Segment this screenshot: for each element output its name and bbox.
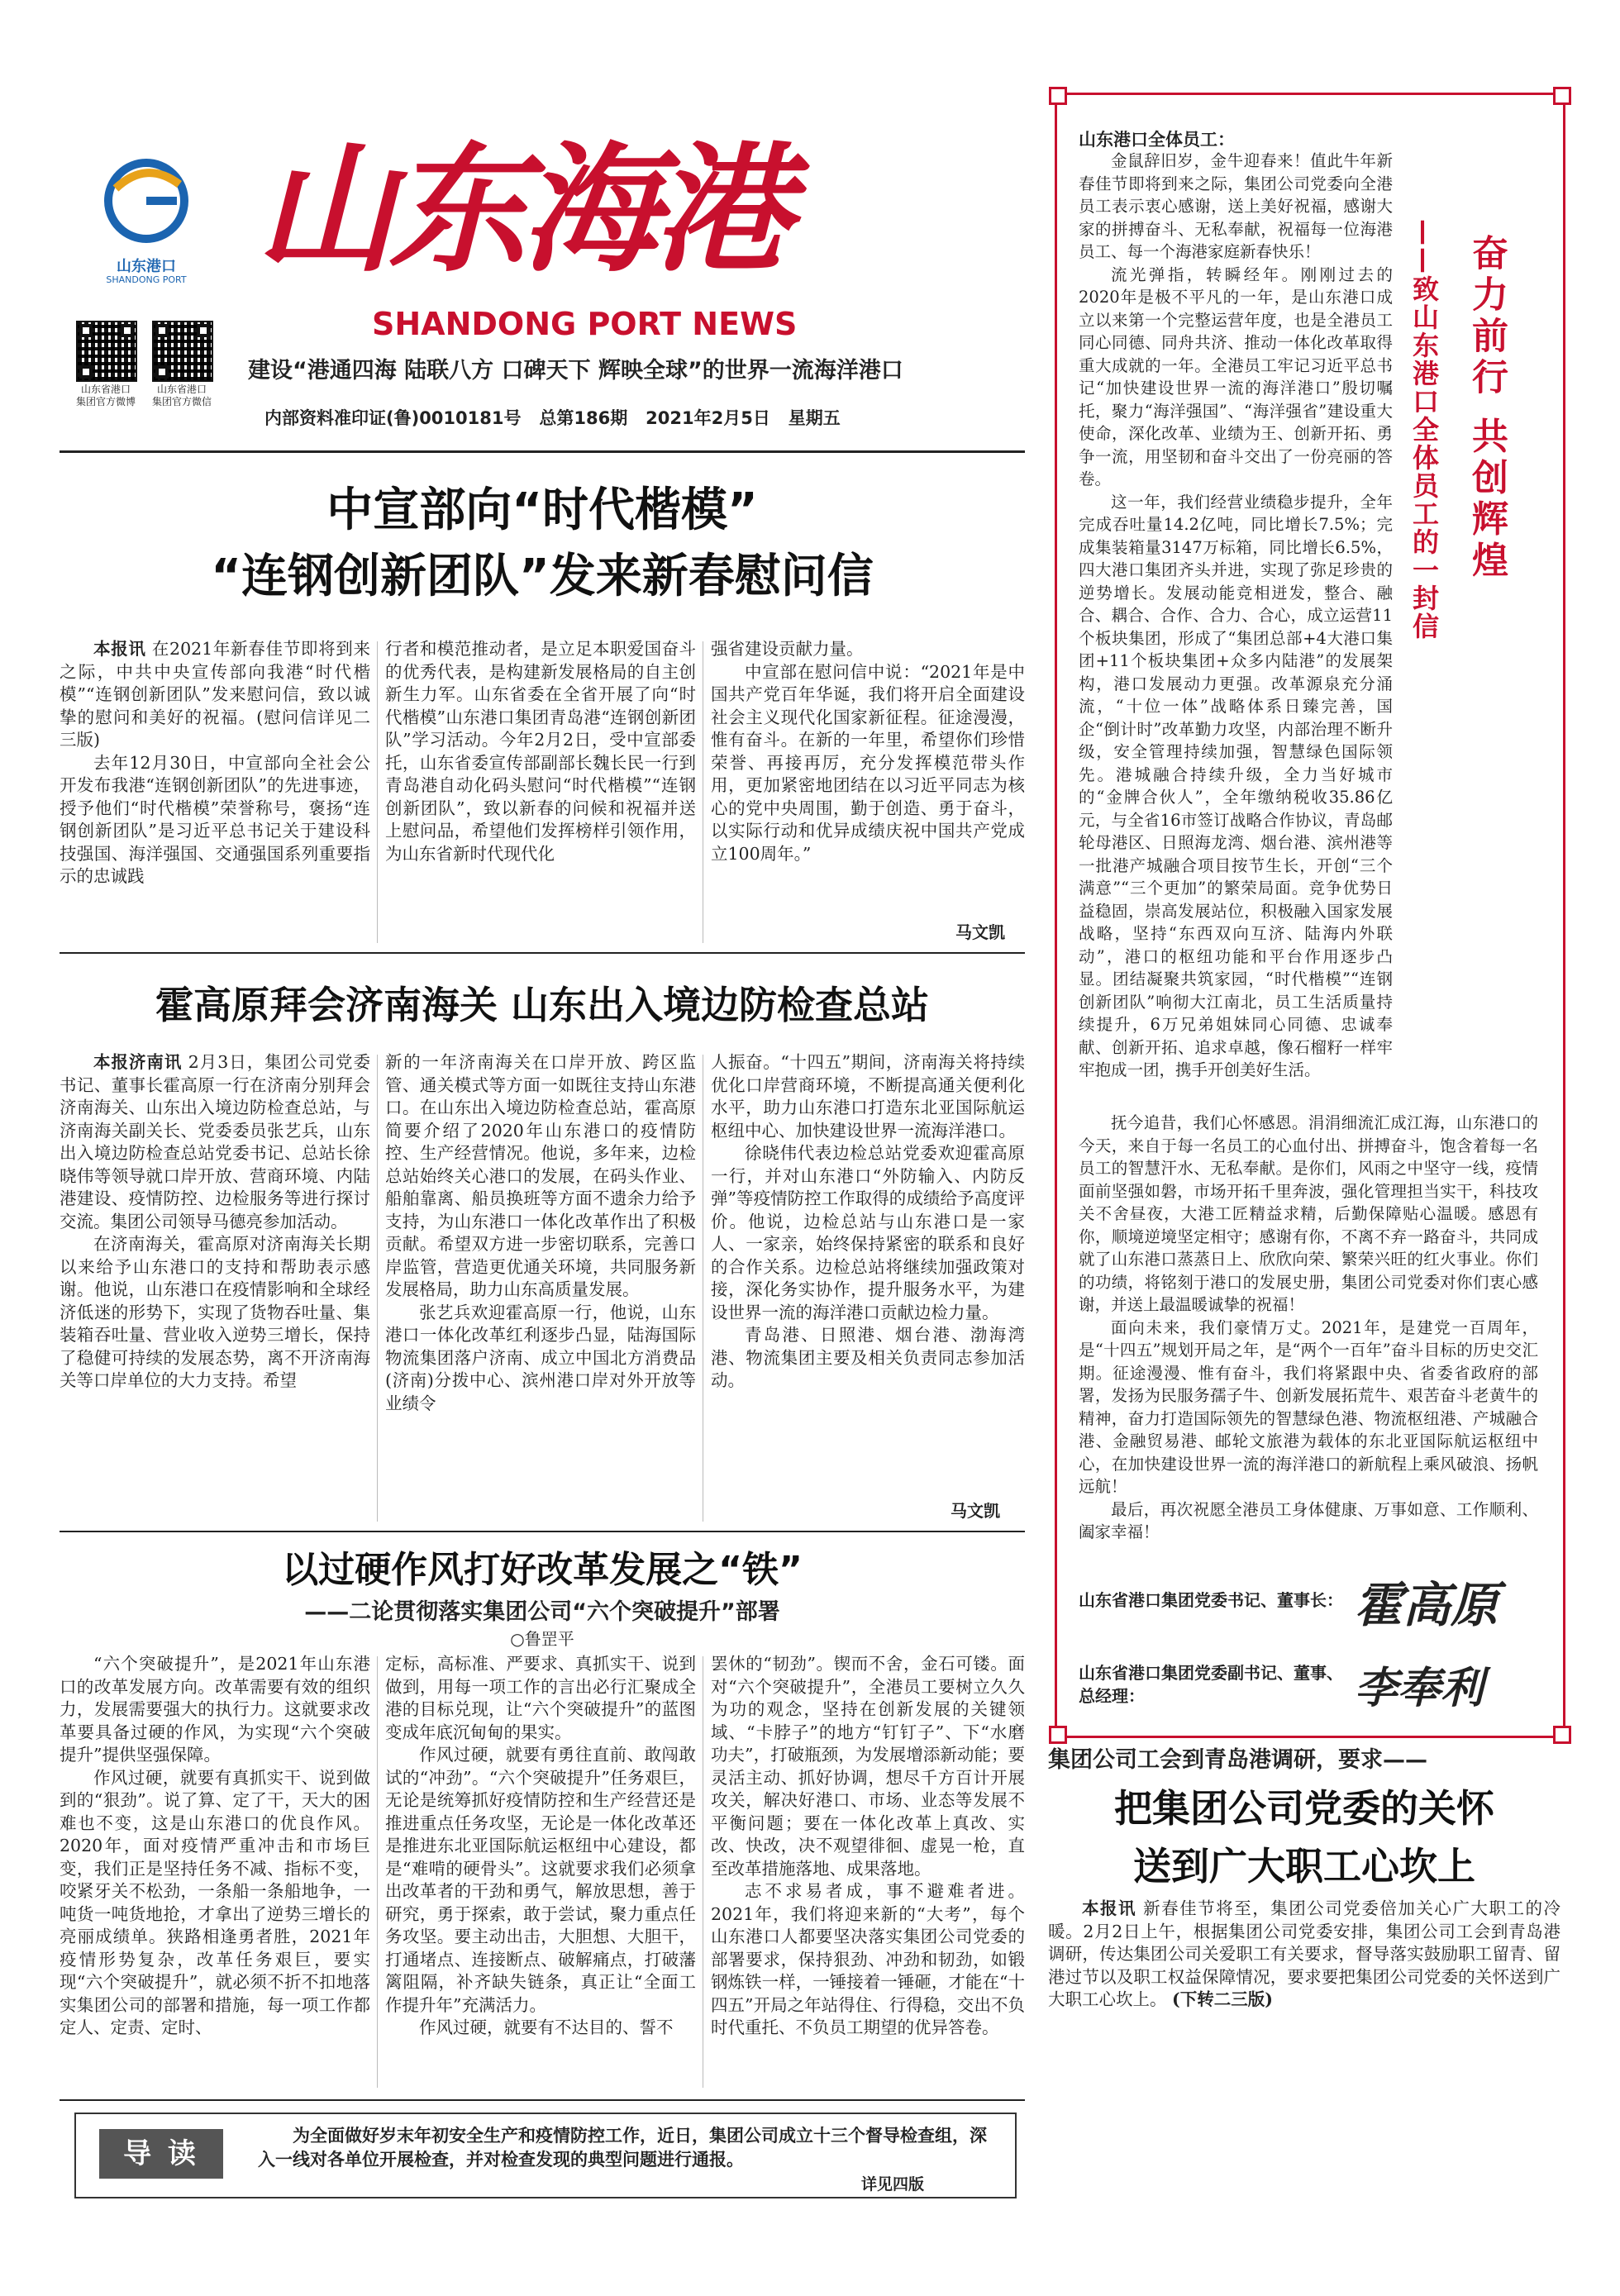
article1-lead: 本报讯 (93, 639, 146, 659)
article1-title-line1: 中宣部向“时代楷模” (326, 483, 758, 537)
article3-col3b-text: 志不求易者成，事不避难者进。2021年，我们将迎来新的“大考”，每个山东港口人都要坚决落实集团公司党委的部署要求，保持狠劲、冲劲和韧劲，如锻钢炼铁一样，一锤接着一锤砸，才能在“十四五”开局之年站得住、行得稳，交出不负时代重托、不负员工期望的优异答卷。 (711, 1881, 1025, 2037)
article2-col1 (60, 1051, 370, 1527)
letter-p2: 流光弹指，转瞬经年。刚刚过去的2020年是极不平凡的一年，是山东港口成立以来第一个完整运营年度，也是全港员工同心同德、同舟共济、推动一体化改革取得重大成就的一年。全港员工牢记习近平总书记“加快建设世界一流的海洋港口”殷切嘱托，聚力“海洋强国”、“海洋强省”建设重大使命，深化改革、业绩为王、创新开拓、勇争一流，用坚韧和奋斗交出了一份亮丽的答卷。 (1079, 264, 1393, 488)
guide-ref[interactable]: 详见四版 (860, 2175, 924, 2194)
letter-sign2-signature (1355, 1653, 1484, 1715)
article2-byline: 马文凯 (951, 1501, 1000, 1521)
masthead-slogan: 建设“港通四海 陆联八方 口碑天下 辉映全球”的世界一流海洋港口 (248, 358, 903, 383)
issue-info: 内部资料准印证(鲁)0010181号 总第186期 2021年2月5日 星期五 (264, 408, 841, 428)
article3-col3 (711, 1653, 1025, 2091)
shandong-port-logo (101, 155, 192, 246)
article1-col1b-text: 去年12月30日，中宣部向全社会公开发布我港“连钢创新团队”的先进事迹，授予他们“时代楷模”荣誉称号，褒扬“连钢创新团队”是习近平总书记关于建设科技强国、海洋强国、交通强国系列重要指示的忠诚践 (60, 752, 370, 886)
article1-col3a-text: 强省建设贡献力量。 (711, 639, 864, 659)
letter-p6: 最后，再次祝愿全港员工身体健康、万事如意、工作顺利、阖家幸福！ (1079, 1499, 1538, 1541)
article2-col3b-text: 徐晓伟代表边检总站党委欢迎霍高原一行，并对山东港口“外防输入、内防反弹”等疫情防控工作取得的成绩给予高度评价。他说，边检总站与山东港口是一家人、一家亲，始终保持紧密的联系和良好的合作关系。边检总站将继续加强政策对接，深化务实协作，提升服务水平，为建设世界一流的海洋港口贡献边检力量。 (711, 1143, 1025, 1322)
article2-col2b-text: 张艺兵欢迎霍高原一行，他说，山东港口一体化改革红利逐步凸显，陆海国际物流集团落户济南、成立中国北方消费品(济南)分拨中心、滨州港口岸对外开放等业绩令 (385, 1302, 696, 1413)
article4-lead: 本报讯 (1082, 1898, 1137, 1918)
guide-box[interactable] (74, 2113, 1017, 2198)
weibo-qr-caption: 山东省港口 集团官方微博 (75, 383, 136, 407)
article3-col1-text: “六个突破提升”，是2021年山东港口的改革发展方向。改革需要有效的组织力，发展需要强大的执行力。这就要求改革要具备过硬的作风，为实现“六个突破提升”提供坚强保障。 (60, 1654, 370, 1765)
masthead-title-cn: 山东海港 (256, 127, 785, 291)
logo-caption-en: SHANDONG PORT (106, 274, 187, 285)
article3-col2-text: 定标，高标准、严要求、真抓实干、说到做到，用每一项工作的言出必行汇聚成全港的目标兑现，让“六个突破提升”的蓝图变成年底沉甸甸的果实。 (385, 1654, 696, 1742)
article2-col3c-text: 青岛港、日照港、烟台港、渤海湾港、物流集团主要及相关负责同志参加活动。 (711, 1325, 1025, 1390)
letter-upper-body (1079, 150, 1393, 1110)
article1-col2-text: 行者和模范推动者，是立足本职爱国奋斗的优秀代表，是构建新发展格局的自主创新生力军。山东省委在全省开展了向“时代楷模”山东港口集团青岛港“连钢创新团队”学习活动。今年2月2日，受中宣部委托，山东省委宣传部副部长魏长民一行到青岛港自动化码头慰问“时代楷模”“连钢创新团队”，致以新春的问候和祝福并送上慰问品，希望他们发挥榜样引领作用，为山东省新时代现代化 (385, 639, 696, 864)
article2-col2 (385, 1051, 696, 1527)
article4-text: 新春佳节将至，集团公司党委倍加关心广大职工的冷暖。2月2日上午，根据集团公司党委安排，集团公司工会到青岛港调研，传达集团公司关爱职工有关要求，督导落实鼓励职工留青、留港过节以及职工权益保障情况，要求要把集团公司党委的关怀送到广大职工心坎上。 (1048, 1898, 1560, 2009)
frame-corner-tr (1553, 87, 1571, 105)
article3-col2c-text: 作风过硬，就要有不达目的、誓不 (419, 2017, 674, 2037)
masthead-title-en: SHANDONG PORT NEWS (372, 306, 798, 342)
article4-continued[interactable]: (下转二三版) (1172, 1989, 1273, 2009)
article2-lead: 本报济南讯 (93, 1052, 183, 1072)
article1-col2 (385, 638, 696, 946)
letter-p5: 面向未来，我们豪情万丈。2021年，是建党一百周年，是“十四五”规划开局之年，是“两个一百年”奋斗目标的历史交汇期。征途漫漫、惟有奋斗，我们将紧跟中央、省委省政府的部署，发扬为民服务孺子牛、创新发展拓荒牛、艰苦奋斗老黄牛的精神，奋力打造国际领先的智慧绿色港、物流枢纽港、产城融合港、金融贸易港、邮轮文旅港为载体的东北亚国际航运枢纽中心，在加快建设世界一流的海洋港口的新航程上乘风破浪、扬帆远航！ (1079, 1317, 1538, 1496)
article4-body (1048, 1898, 1560, 2063)
frame-corner-bl (1049, 1726, 1067, 1744)
article2-col-divider1 (377, 1055, 378, 1522)
article3-title: 以过硬作风打好改革发展之“铁” (282, 1549, 803, 1591)
letter-frame (1055, 93, 1565, 1738)
article3-subtitle: ——二论贯彻落实集团公司“六个突破提升”部署 (304, 1599, 780, 1625)
article2-col1-text: 2月3日，集团公司党委书记、董事长霍高原一行在济南分别拜会济南海关、山东出入境边防检查总站，与济南海关副关长、党委委员张艺兵，山东出入境边防检查总站党委书记、总站长徐晓伟等领导就口岸开放、营商环境、内陆港建设、疫情防控、边检服务等进行探讨交流。集团公司领导马德亮参加活动。 (60, 1052, 370, 1231)
article1-col1-text: 在2021年新春佳节即将到来之际，中共中央宣传部向我港“时代楷模”“连钢创新团队”发来慰问信，致以诚挚的慰问和美好的祝福。(慰问信详见二三版) (60, 639, 370, 750)
article2-col1b-text: 在济南海关，霍高原对济南海关长期以来给予山东港口的支持和帮助表示感谢。他说，山东港口在疫情影响和全球经济低迷的形势下，实现了货物吞吐量、集装箱吞吐量、营业收入逆势三增长，保持了稳健可持续的发展态势，离不开济南海关等口岸单位的大力支持。希望 (60, 1234, 370, 1390)
letter-p4: 抚今追昔，我们心怀感恩。涓涓细流汇成江海，山东港口的今天，来自于每一名员工的心血付出、拼搏奋斗，饱含着每一名员工的智慧汗水、无私奉献。是你们，风雨之中坚守一线，疫情面前坚强如磐，市场开拓千里奔波，强化管理担当实干，科技攻关不舍昼夜，大港工匠精益求精，后勤保障贴心温暖。感恩有你，顺境逆境坚定相守；感谢有你，不离不弃一路奋斗，共同成就了山东港口蒸蒸日上、欣欣向荣、繁荣兴旺的红火事业。你们的功绩，将铭刻于港口的发展史册，集团公司党委对你们衷心感谢，并送上最温暖诚挚的祝福！ (1079, 1113, 1538, 1314)
weibo-qr-code[interactable] (76, 321, 137, 382)
article4-title-line2: 送到广大职工心坎上 (1133, 1844, 1475, 1889)
wechat-qr-caption: 山东省港口 集团官方微信 (151, 383, 212, 407)
article3-divider (60, 2099, 1025, 2101)
letter-sign1-label: 山东省港口集团党委书记、董事长： (1079, 1590, 1343, 1610)
masthead-divider (60, 450, 1025, 453)
logo-caption-cn: 山东港口 (117, 258, 176, 275)
letter-sign1-name: 霍高原 (1355, 1577, 1499, 1633)
guide-label: 导 读 (99, 2129, 223, 2179)
article4-title-line1: 把集团公司党委的关怀 (1114, 1786, 1494, 1831)
wechat-qr-code[interactable] (152, 321, 213, 382)
article3-col2b-text: 作风过硬，就要有勇往直前、敢闯敢试的“冲劲”。“六个突破提升”任务艰巨，无论是统筹抓好疫情防控和生产经营还是推进重点任务攻坚，无论是一体化改革还是推进东北亚国际航运枢纽中心建设，都是“难啃的硬骨头”。这就要求我们必须拿出改革者的干劲和勇气，解放思想，善于研究，勇于探索，敢于尝试，聚力重点任务攻坚。要主动出击，大胆想、大胆干，打通堵点、连接断点、破解痛点，打破藩篱阻隔，补齐缺失链条，真正让“全面工作提升年”充满活力。 (385, 1745, 696, 2015)
article4-kicker: 集团公司工会到青岛港调研，要求—— (1048, 1747, 1427, 1773)
article2-title: 霍高原拜会济南海关 山东出入境边防检查总站 (155, 983, 929, 1027)
article2-col3 (711, 1051, 1025, 1498)
letter-p3: 这一年，我们经营业绩稳步提升，全年完成吞吐量14.2亿吨，同比增长7.5%；完成集装箱量3147万标箱，同比增长6.5%，四大港口集团齐头并进，实现了弥足珍贵的逆势增长。发展动能竞相迸发，整合、融合、耦合、合作、合力、合心，成立运营11个板块集团，形成了“集团总部+4大港口集团+11个板块集团+众多内陆港”的发展架构，港口发展动力更强。改革源泉充分涌流，“十位一体”战略体系日臻完善，国企“倒计时”改革勤力攻坚，内部治理不断升级，安全管理持续加强，智慧绿色国际领先。港城融合持续升级，全力当好城市的“金牌合伙人”，全年缴纳税收35.86亿元，与全省16市签订战略合作协议，青岛邮轮母港区、日照海龙湾、烟台港、滨州港等一批港产城融合项目按节生长，开创“三个满意”“三个更加”的繁荣局面。竞争优势日益稳固，崇高发展站位，积极融入国家发展战略，坚持“东西双向互济、陆海内外联动”，港口的枢纽功能和平台作用逐步凸显。团结凝聚共筑家园，“时代楷模”“连钢创新团队”响彻大江南北，员工生活质量持续提升，6万兄弟姐妹同心同德、忠诚奉献、创新开拓、追求卓越，像石榴籽一样牢牢抱成一团，携手开创美好生活。 (1079, 492, 1393, 1079)
letter-p1: 金鼠辞旧岁，金牛迎春来！值此牛年新春佳节即将到来之际，集团公司党委向全港员工表示衷心感谢，送上美好祝福，感谢大家的拼搏奋斗、无私奉献，祝福每一位海港员工、每一个海港家庭新春快乐！ (1079, 151, 1393, 261)
article3-col1 (60, 1653, 370, 2091)
letter-title-main: 奋力前行 共创辉煌 (1465, 234, 1508, 583)
article1-col1 (60, 638, 370, 946)
article1-title-line2: “连钢创新团队”发来新春慰问信 (211, 550, 874, 603)
letter-title-sub: ——致山东港口全体员工的一封信 (1408, 219, 1440, 641)
letter-salutation: 山东港口全体员工： (1079, 130, 1235, 150)
article1-divider (60, 952, 1025, 954)
masthead (50, 127, 1025, 463)
article1-byline: 马文凯 (951, 919, 1005, 943)
article3-col-divider1 (377, 1656, 378, 2088)
letter-sign1-signature (1355, 1566, 1498, 1636)
article1-col-divider1 (377, 641, 378, 943)
article2-col2-text: 新的一年济南海关在口岸开放、跨区监管、通关模式等方面一如既往支持山东港口。在山东出入境边防检查总站，霍高原简要介绍了2020年山东港口的疫情防控、生产经营情况。他说，多年来，边检总站始终关心港口的发展，在码头作业、船舶靠离、船员换班等方面不遗余力给予支持，为山东港口一体化改革作出了积极贡献。希望双方进一步密切联系，完善口岸监管，营造更优通关环境，共同服务新发展格局，助力山东高质量发展。 (385, 1052, 696, 1299)
letter-sign2-label: 山东省港口集团党委副书记、董事、总经理： (1079, 1663, 1343, 1706)
article3-col1b-text: 作风过硬，就要有真抓实干、说到做到的“狠劲”。说了算、定了干，天大的困难也不变，这是山东港口的优良作风。2020年，面对疫情严重冲击和市场巨变，我们正是坚持任务不减、指标不变，咬紧牙关不松劲，一条船一条船地争，一吨货一吨货地抢，才拿出了逆势三增长的亮丽成绩单。狭路相逢勇者胜，2021年疫情形势复杂，改革任务艰巨，要实现“六个突破提升”，就必须不折不扣地落实集团公司的部署和措施，每一项工作都定人、定责、定时、 (60, 1767, 370, 2037)
article3-author: ○鲁罡平 (510, 1629, 574, 1649)
article3-col2 (385, 1653, 696, 2091)
guide-text: 为全面做好岁末年初安全生产和疫情防控工作，近日，集团公司成立十三个督导检查组，深入一线对各单位开展检查，并对检查发现的典型问题进行通报。 (258, 2126, 987, 2170)
letter-sign2-name: 李奉利 (1355, 1663, 1484, 1713)
article1-col3b-text: 中宣部在慰问信中说：“2021年是中国共产党百年华诞，我们将开启全面建设社会主义现代化国家新征程。征途漫漫，惟有奋斗。在新的一年里，希望你们珍惜荣誉、再接再厉，充分发挥模范带头作用，更加紧密地团结在以习近平同志为核心的党中央周围，勤于创造、勇于奋斗，以实际行动和优异成绩庆祝中国共产党成立100周年。” (711, 661, 1025, 864)
article1-col3 (711, 638, 1025, 946)
frame-corner-br (1553, 1726, 1571, 1744)
article3-col3-text: 罢休的“韧劲”。锲而不舍，金石可镂。面对“六个突破提升”，全港员工要树立久久为功的观念，坚持在创新发展的关键领域、“卡脖子”的地方“钉钉子”、下“水磨功夫”，打破瓶颈，为发展增添新动能；要灵活主动、抓好协调，想尽千方百计开展攻关，解决好港口、市场、业态等发展不平衡问题；要在一体化改革上真改、实改、快改，决不观望徘徊、虚晃一枪，直至改革措施落地、成果落地。 (711, 1654, 1025, 1879)
article2-col3-text: 人振奋。“十四五”期间，济南海关将持续优化口岸营商环境，不断提高通关便利化水平，助力山东港口打造东北亚国际航运枢纽中心、加快建设世界一流海洋港口。 (711, 1052, 1025, 1141)
frame-corner-tl (1049, 87, 1067, 105)
article2-divider (60, 1531, 1025, 1532)
